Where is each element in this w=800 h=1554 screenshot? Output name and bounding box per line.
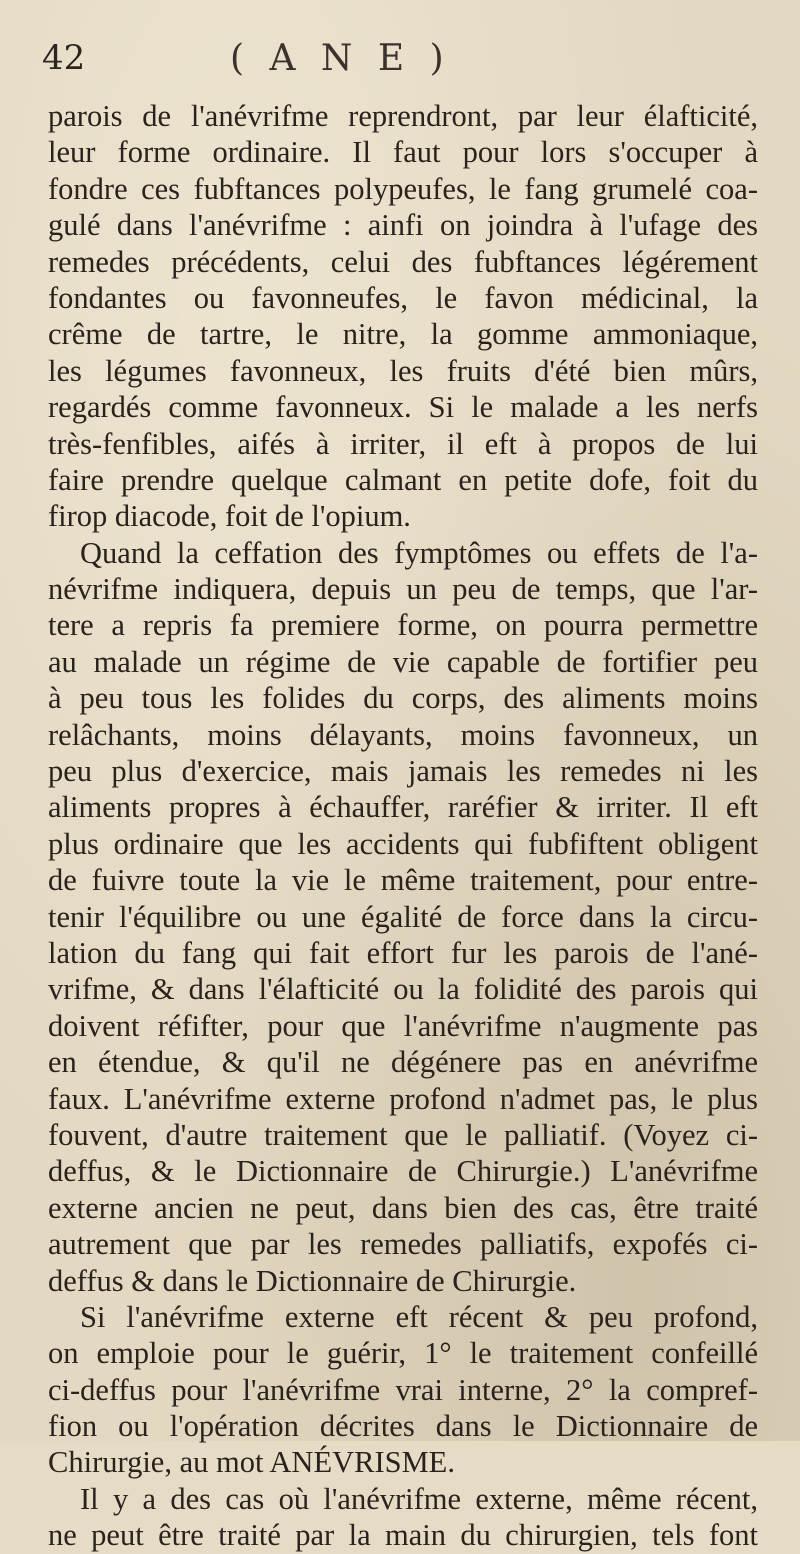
paragraph-start-line: Si l'anévrifme externe eft récent & peu profond, (80, 1299, 758, 1334)
text-line: doivent réfifter, pour que l'anévrifme n'augmente pas (48, 1008, 758, 1043)
text-line: fondantes ou favonneufes, le favon médicinal, la (48, 280, 758, 315)
text-line: les légumes favonneux, les fruits d'été bien mûrs, (48, 353, 758, 388)
text-line: gulé dans l'anévrifme : ainfi on joindra à l'ufage des (48, 208, 758, 243)
text-line: externe ancien ne peut, dans bien des cas, être traité (48, 1190, 758, 1225)
paragraph-start-line: Quand la ceffation des fymptômes ou effets de l'a- (80, 535, 758, 570)
text-line: fondre ces fubftances polypeufes, le fang grumelé coa- (48, 171, 758, 206)
text-line: névrifme indiquera, depuis un peu de temps, que l'ar- (48, 572, 758, 607)
text-line: ne peut être traité par la main du chirurgien, tels font (48, 1518, 758, 1553)
running-head: ( A N E ) (230, 38, 451, 79)
text-line: on emploie pour le guérir, 1° le traitement confeillé (48, 1336, 758, 1371)
text-line: deffus & dans le Dictionnaire de Chirurgie. (48, 1263, 577, 1298)
text-line: tere a repris fa premiere forme, on pourra permettre (48, 608, 758, 643)
text-line: peu plus d'exercice, mais jamais les remedes ni les (48, 754, 758, 789)
text-line: crême de tartre, le nitre, la gomme ammoniaque, (48, 317, 758, 352)
text-line: en étendue, & qu'il ne dégénere pas en anévrifme (48, 1045, 758, 1080)
text-line: leur forme ordinaire. Il faut pour lors s'occuper à (48, 135, 758, 170)
text-line: remedes précédents, celui des fubftances légérement (48, 244, 758, 279)
text-line: aliments propres à échauffer, raréfier & irriter. Il eft (48, 790, 758, 825)
text-line: parois de l'anévrifme reprendront, par leur élafticité, (48, 99, 758, 133)
text-line: vrifme, & dans l'élafticité ou la folidité des parois qui (48, 972, 758, 1007)
text-line: lation du fang qui fait effort fur les parois de l'ané- (48, 935, 758, 970)
text-line: autrement que par les remedes palliatifs, expofés ci- (48, 1227, 758, 1262)
text-line: ci-deffus pour l'anévrifme vrai interne, 2° la compref- (48, 1372, 758, 1407)
body-text (48, 98, 758, 1554)
text-line: regardés comme favonneux. Si le malade a les nerfs (48, 390, 758, 425)
text-line: faire prendre quelque calmant en petite dofe, foit du (48, 462, 758, 497)
page-number: 42 (42, 38, 86, 78)
paragraph-start-line: Il y a des cas où l'anévrifme externe, même récent, (80, 1481, 758, 1516)
text-line: de fuivre toute la vie le même traitement, pour entre- (48, 863, 758, 898)
text-line: fouvent, d'autre traitement que le palliatif. (Voyez ci- (48, 1117, 758, 1152)
text-line: deffus, & le Dictionnaire de Chirurgie.) L'anévrifme (48, 1154, 758, 1189)
text-line: à peu tous les folides du corps, des aliments moins (48, 681, 758, 716)
text-line: plus ordinaire que les accidents qui fubfiftent obligent (48, 826, 758, 861)
text-line: Chirurgie, au mot ANÉVRISME. (48, 1445, 455, 1480)
page-header (40, 38, 760, 88)
text-line: fion ou l'opération décrites dans le Dictionnaire de (48, 1409, 758, 1444)
text-line: au malade un régime de vie capable de fortifier peu (48, 644, 758, 679)
text-line: faux. L'anévrifme externe profond n'admet pas, le plus (48, 1081, 758, 1116)
text-line: tenir l'équilibre ou une égalité de force dans la circu- (48, 899, 758, 934)
text-line: firop diacode, foit de l'opium. (48, 499, 411, 534)
text-line: relâchants, moins délayants, moins favonneux, un (48, 717, 758, 752)
text-line: très-fenfibles, aifés à irriter, il eft à propos de lui (48, 426, 758, 461)
